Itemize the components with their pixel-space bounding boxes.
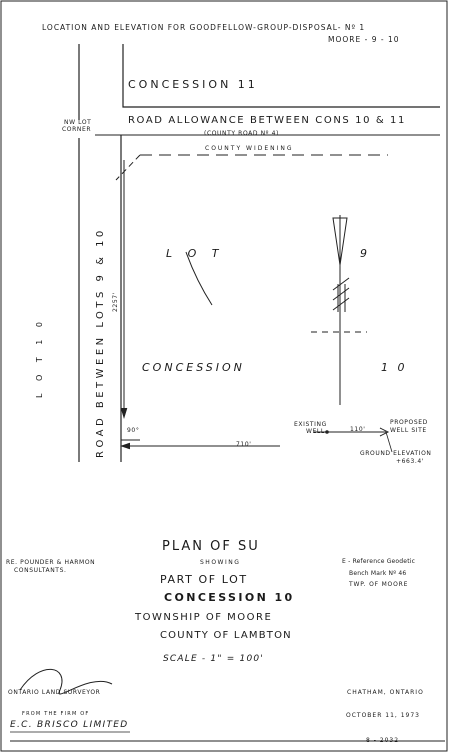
drawing-number: 8 - 2032: [366, 737, 400, 744]
ground-elevation-value: +663.4': [396, 458, 425, 465]
concession-11-label: CONCESSION 11: [128, 78, 258, 91]
plan-of-survey-title: PLAN OF SU: [162, 539, 260, 554]
concession-10-number: 1 0: [381, 361, 408, 374]
dimension-2257-label: 2257': [112, 292, 119, 312]
part-of-lot-label: PART OF LOT: [160, 573, 248, 586]
scale-label: SCALE - 1" = 100': [163, 654, 265, 664]
angle-90-label: 90°: [127, 427, 140, 434]
plan-reference: MOORE - 9 - 10: [328, 35, 400, 44]
lot-9-number: 9: [360, 247, 370, 260]
lot-10-label: L O T 1 0: [35, 317, 44, 398]
proposed-well-label-1: PROPOSED: [390, 419, 428, 426]
concession-10-label: CONCESSION: [142, 361, 245, 374]
date-label: OCTOBER 11, 1973: [346, 712, 421, 719]
road-allowance-label: ROAD ALLOWANCE BETWEEN CONS 10 & 11: [128, 115, 406, 126]
concession-11-boundary: [123, 44, 440, 107]
plan-title: LOCATION AND ELEVATION FOR GOODFELLOW-GROUP-DISPOSAL- Nº 1: [42, 23, 366, 32]
consultants-label-2: CONSULTANTS.: [14, 567, 67, 574]
county-widening-label: COUNTY WIDENING: [205, 145, 294, 152]
existing-well-label-1: EXISTING: [294, 421, 327, 428]
reference-label-3: TWP. OF MOORE: [349, 581, 409, 588]
lot-9-label: L O T: [166, 247, 225, 260]
place-label: CHATHAM, ONTARIO: [347, 689, 424, 696]
township-label: TOWNSHIP OF MOORE: [135, 612, 273, 623]
county-widening-corner: [116, 155, 140, 180]
concession-title-label: CONCESSION 10: [164, 591, 295, 604]
showing-label: SHOWING: [200, 559, 241, 566]
dimension-710-label: 710': [236, 441, 252, 448]
firm-name: E.C. BRISCO LIMITED: [10, 720, 129, 730]
reference-label-1: E - Reference Geodetic: [342, 558, 416, 565]
dimension-110-label: 110': [350, 426, 366, 433]
road-between-lots-label: ROAD BETWEEN LOTS 9 & 10: [95, 227, 106, 458]
reference-label-2: Bench Mark Nº 46: [349, 570, 407, 577]
nw-lot-corner-label-1: NW LOT: [64, 119, 92, 126]
proposed-well-label-2: WELL SITE: [390, 427, 427, 434]
existing-well-marker: [325, 430, 329, 434]
surveyor-label: ONTARIO LAND SURVEYOR: [8, 689, 101, 696]
nw-lot-corner-label-2: CORNER: [62, 126, 92, 133]
existing-well-label-2: WELL: [306, 428, 325, 435]
ground-elevation-label: GROUND ELEVATION: [360, 450, 432, 457]
county-label: COUNTY OF LAMBTON: [160, 630, 292, 641]
county-road-label: (COUNTY ROAD Nº 4): [204, 130, 279, 137]
consultants-label-1: RE. POUNDER & HARMON: [6, 559, 96, 566]
firm-label: FROM THE FIRM OF: [22, 711, 90, 717]
